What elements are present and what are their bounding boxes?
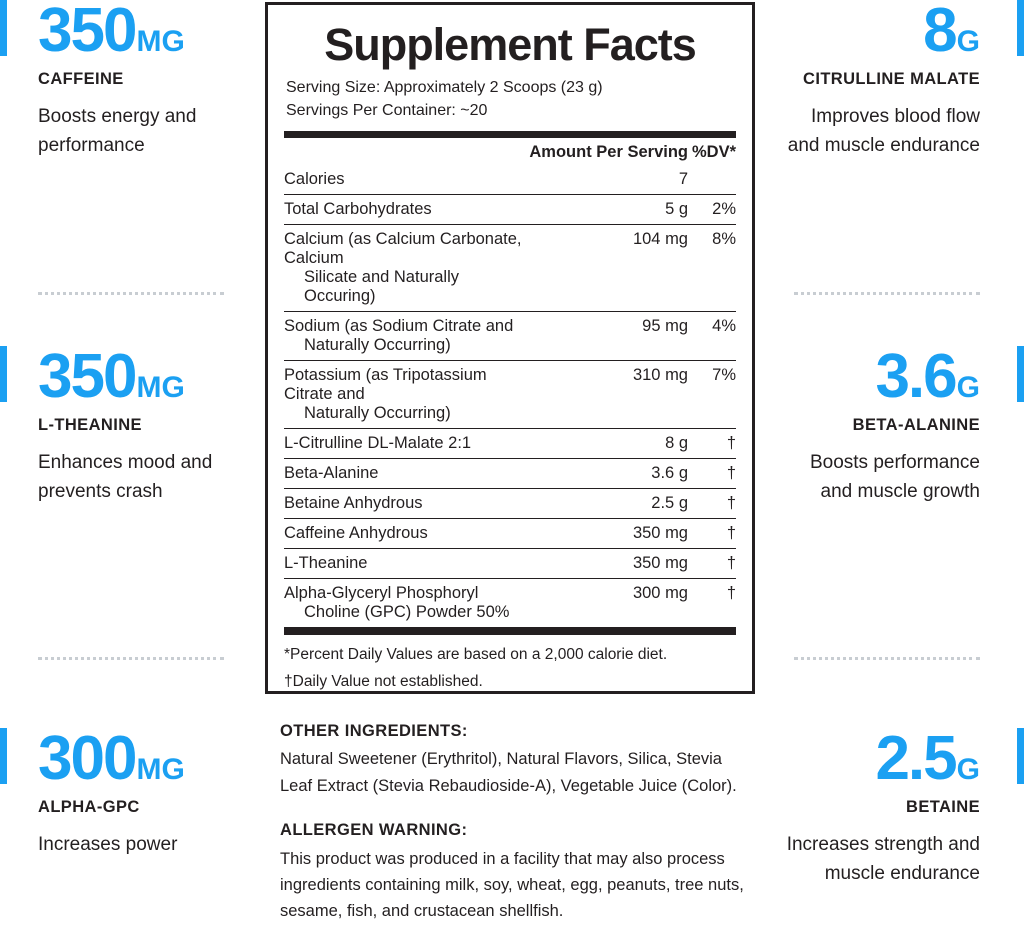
benefit-amount (38, 0, 242, 65)
benefit-description: Increases strength and muscle endurance (786, 834, 980, 884)
nutrient-name: L-Theanine (284, 548, 529, 578)
benefit-block-beta-alanine (774, 342, 1024, 506)
nutrient-name: Betaine Anhydrous (284, 488, 529, 518)
benefit-description: Increases power (38, 834, 178, 855)
nutrient-daily-value: † (688, 548, 736, 578)
benefit-name: L-THEANINE (38, 416, 142, 434)
table-row (284, 224, 736, 311)
footnote-daily-values: *Percent Daily Values are based on a 2,000 calorie diet. (284, 645, 668, 663)
header-daily-value: %DV* (691, 142, 736, 161)
table-row (284, 194, 736, 224)
dotted-separator-right-1 (794, 292, 980, 295)
nutrient-daily-value: 8% (688, 224, 736, 311)
nutrient-amount: 5 g (529, 194, 688, 224)
nutrient-daily-value: † (688, 578, 736, 627)
nutrient-amount: 3.6 g (529, 458, 688, 488)
benefit-description: Boosts energy and performance (38, 106, 197, 156)
table-row (284, 360, 736, 428)
nutrient-amount: 350 mg (529, 518, 688, 548)
benefit-name: BETAINE (906, 798, 980, 816)
nutrient-daily-value: 2% (688, 194, 736, 224)
nutrient-name: Calcium (as Calcium Carbonate, Calcium Silicate and Naturally Occuring) (284, 224, 529, 311)
table-row (284, 165, 736, 195)
table-row (284, 518, 736, 548)
benefit-block-alpha-gpc (0, 724, 250, 860)
nutrient-daily-value: † (688, 488, 736, 518)
table-header-row (284, 138, 736, 165)
nutrient-amount: 7 (529, 165, 688, 195)
benefit-block-caffeine (0, 0, 250, 160)
benefit-name: ALPHA-GPC (38, 798, 140, 816)
serving-size: Serving Size: Approximately 2 Scoops (23 g) (286, 79, 603, 97)
footnote-dv-not-established: †Daily Value not established. (284, 672, 483, 690)
benefit-amount (782, 724, 980, 793)
benefit-amount-number: 8 (923, 0, 956, 65)
nutrient-name: Beta-Alanine (284, 458, 529, 488)
benefit-block-betaine (774, 724, 1024, 888)
other-ingredients-body: Natural Sweetener (Erythritol), Natural Flavors, Silica, Stevia Leaf Extract (Stevia Rebaudioside-A), Vegetable Juice (Color). (280, 750, 737, 795)
table-row (284, 428, 736, 458)
benefit-name: CITRULLINE MALATE (803, 70, 980, 88)
nutrient-daily-value (688, 165, 736, 195)
nutrient-name: Calories (284, 165, 529, 195)
dotted-separator-right-2 (794, 657, 980, 660)
benefit-amount-unit: G (956, 753, 980, 786)
benefit-name: BETA-ALANINE (852, 416, 980, 434)
benefit-amount (38, 724, 242, 793)
benefit-amount-number: 300 (38, 724, 136, 793)
header-spacer (284, 138, 529, 165)
nutrient-name: Caffeine Anhydrous (284, 518, 529, 548)
panel-rule-top (284, 131, 736, 138)
nutrient-amount: 300 mg (529, 578, 688, 627)
nutrient-name: Total Carbohydrates (284, 194, 529, 224)
right-benefits-column (774, 0, 1024, 937)
benefit-description: Enhances mood and prevents crash (38, 452, 213, 502)
nutrient-name-continued: Naturally Occurring) (304, 403, 451, 422)
nutrient-name-continued: Silicate and Naturally Occuring) (304, 267, 459, 305)
allergen-warning-body: This product was produced in a facility that may also process ingredients containing milk, soy, wheat, egg, peanuts, tree nuts, sesame, fish, and crustacean shellfish. (280, 849, 744, 921)
table-row (284, 458, 736, 488)
nutrient-amount: 95 mg (529, 311, 688, 360)
nutrition-table (284, 138, 736, 628)
dotted-separator-left-1 (38, 292, 224, 295)
nutrient-name: Alpha-Glyceryl Phosphoryl Choline (GPC) Powder 50% (284, 578, 529, 627)
benefit-description: Improves blood flow and muscle endurance (787, 106, 980, 156)
table-row (284, 311, 736, 360)
nutrient-name-continued: Naturally Occurring) (304, 335, 451, 354)
other-ingredients-heading: OTHER INGREDIENTS: (280, 722, 468, 740)
benefit-amount-unit: G (956, 371, 980, 404)
dotted-separator-left-2 (38, 657, 224, 660)
nutrient-amount: 2.5 g (529, 488, 688, 518)
nutrient-daily-value: † (688, 458, 736, 488)
benefit-amount (782, 342, 980, 411)
benefit-block-l-theanine (0, 342, 250, 506)
nutrient-daily-value: 4% (688, 311, 736, 360)
nutrient-amount: 310 mg (529, 360, 688, 428)
nutrient-name: Potassium (as Tripotassium Citrate and Naturally Occurring) (284, 360, 529, 428)
benefit-amount-unit: MG (136, 25, 185, 58)
nutrient-name: L-Citrulline DL-Malate 2:1 (284, 428, 529, 458)
supplement-facts-panel (265, 2, 755, 694)
panel-rule-bottom (284, 628, 736, 635)
benefit-amount-number: 350 (38, 0, 136, 65)
header-amount-per-serving: Amount Per Serving (529, 142, 688, 161)
servings-per-container: Servings Per Container: ~20 (286, 102, 488, 120)
panel-title: Supplement Facts (324, 19, 696, 70)
benefit-amount-number: 2.5 (875, 724, 956, 793)
benefit-amount-unit: MG (136, 371, 185, 404)
allergen-warning-heading: ALLERGEN WARNING: (280, 821, 468, 840)
nutrient-amount: 104 mg (529, 224, 688, 311)
nutrient-name: Sodium (as Sodium Citrate and Naturally Occurring) (284, 311, 529, 360)
benefit-amount-unit: G (956, 25, 980, 58)
benefit-amount (782, 0, 980, 65)
nutrient-amount: 8 g (529, 428, 688, 458)
left-benefits-column (0, 0, 250, 937)
benefit-block-citrulline-malate (774, 0, 1024, 160)
nutrient-name-continued: Choline (GPC) Powder 50% (304, 602, 510, 621)
benefit-name: CAFFEINE (38, 70, 124, 88)
benefit-amount (38, 342, 242, 411)
table-row (284, 548, 736, 578)
nutrient-daily-value: 7% (688, 360, 736, 428)
table-row (284, 488, 736, 518)
ingredients-section (280, 718, 748, 943)
nutrient-daily-value: † (688, 518, 736, 548)
benefit-amount-number: 350 (38, 342, 136, 411)
nutrient-daily-value: † (688, 428, 736, 458)
table-row (284, 578, 736, 627)
benefit-amount-unit: MG (136, 753, 185, 786)
benefit-description: Boosts performance and muscle growth (809, 452, 980, 502)
nutrient-amount: 350 mg (529, 548, 688, 578)
benefit-amount-number: 3.6 (875, 342, 956, 411)
